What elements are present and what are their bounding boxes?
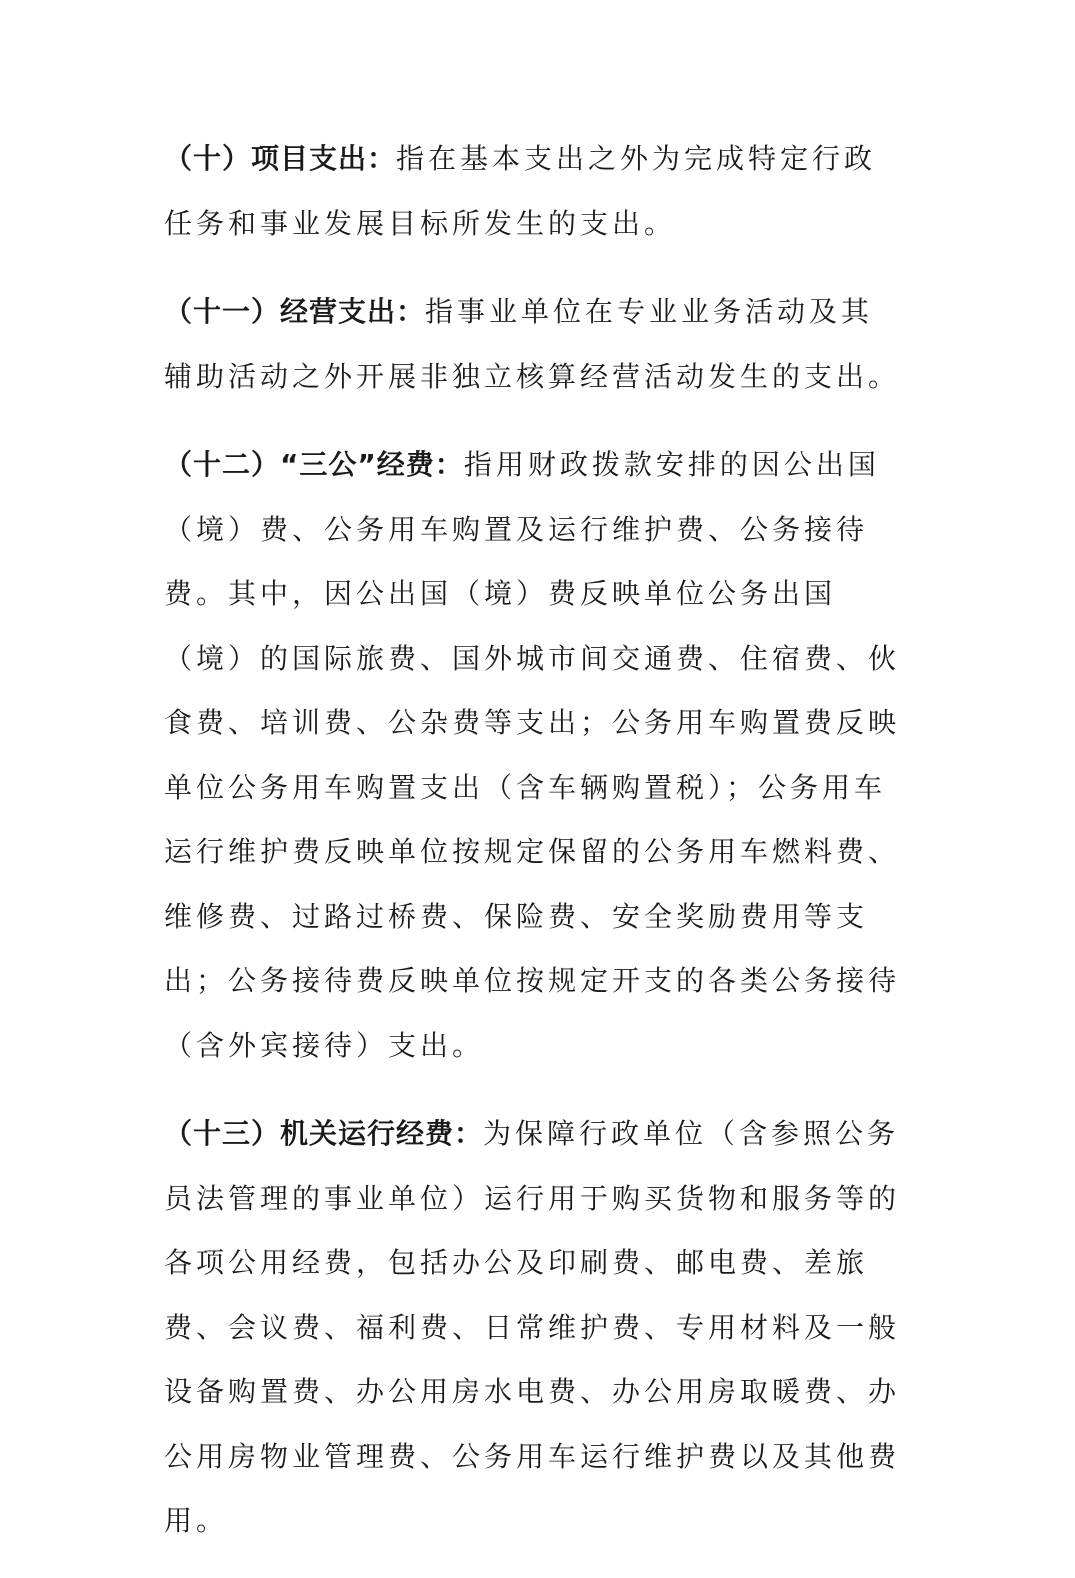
definition-operating-expenditure: 指事业单位在专业业务活动及其辅助活动之外开展非独立核算经营活动发生的支出。	[164, 295, 901, 393]
definition-agency-operating-funds: 为保障行政单位（含参照公务员法管理的事业单位）运行用于购买货物和服务等的各项公用经费，包括办公及印刷费、邮电费、差旅费、会议费、福利费、日常维护费、专用材料及一般设备购置费、办公用房水电费、办公用房取暖费、办公用房物业管理费、公务用车运行维护费以及其他费用。	[164, 1117, 901, 1537]
term-project-expenditure: （十）项目支出：	[164, 142, 397, 175]
paragraph-project-expenditure	[164, 127, 904, 256]
definition-three-public-expenses: 指用财政拨款安排的因公出国（境）费、公务用车购置及运行维护费、公务接待费。其中，因公出国（境）费反映单位公务出国（境）的国际旅费、国外城市间交通费、住宿费、伙食费、培训费、公杂费等支出；公务用车购置费反映单位公务用车购置支出（含车辆购置税）；公务用车运行维护费反映单位按规定保留的公务用车燃料费、维修费、过路过桥费、保险费、安全奖励费用等支出；公务接待费反映单位按规定开支的各类公务接待（含外宾接待）支出。	[164, 448, 901, 1062]
paragraph-agency-operating-funds	[164, 1102, 904, 1554]
term-three-public-expenses: （十二）“三公”经费：	[164, 448, 464, 481]
paragraph-operating-expenditure	[164, 280, 904, 409]
definition-project-expenditure: 指在基本支出之外为完成特定行政任务和事业发展目标所发生的支出。	[164, 142, 877, 240]
term-operating-expenditure: （十一）经营支出：	[164, 295, 426, 328]
paragraph-three-public-expenses	[164, 433, 904, 1078]
document-body	[164, 127, 904, 1578]
term-agency-operating-funds: （十三）机关运行经费：	[164, 1117, 484, 1150]
